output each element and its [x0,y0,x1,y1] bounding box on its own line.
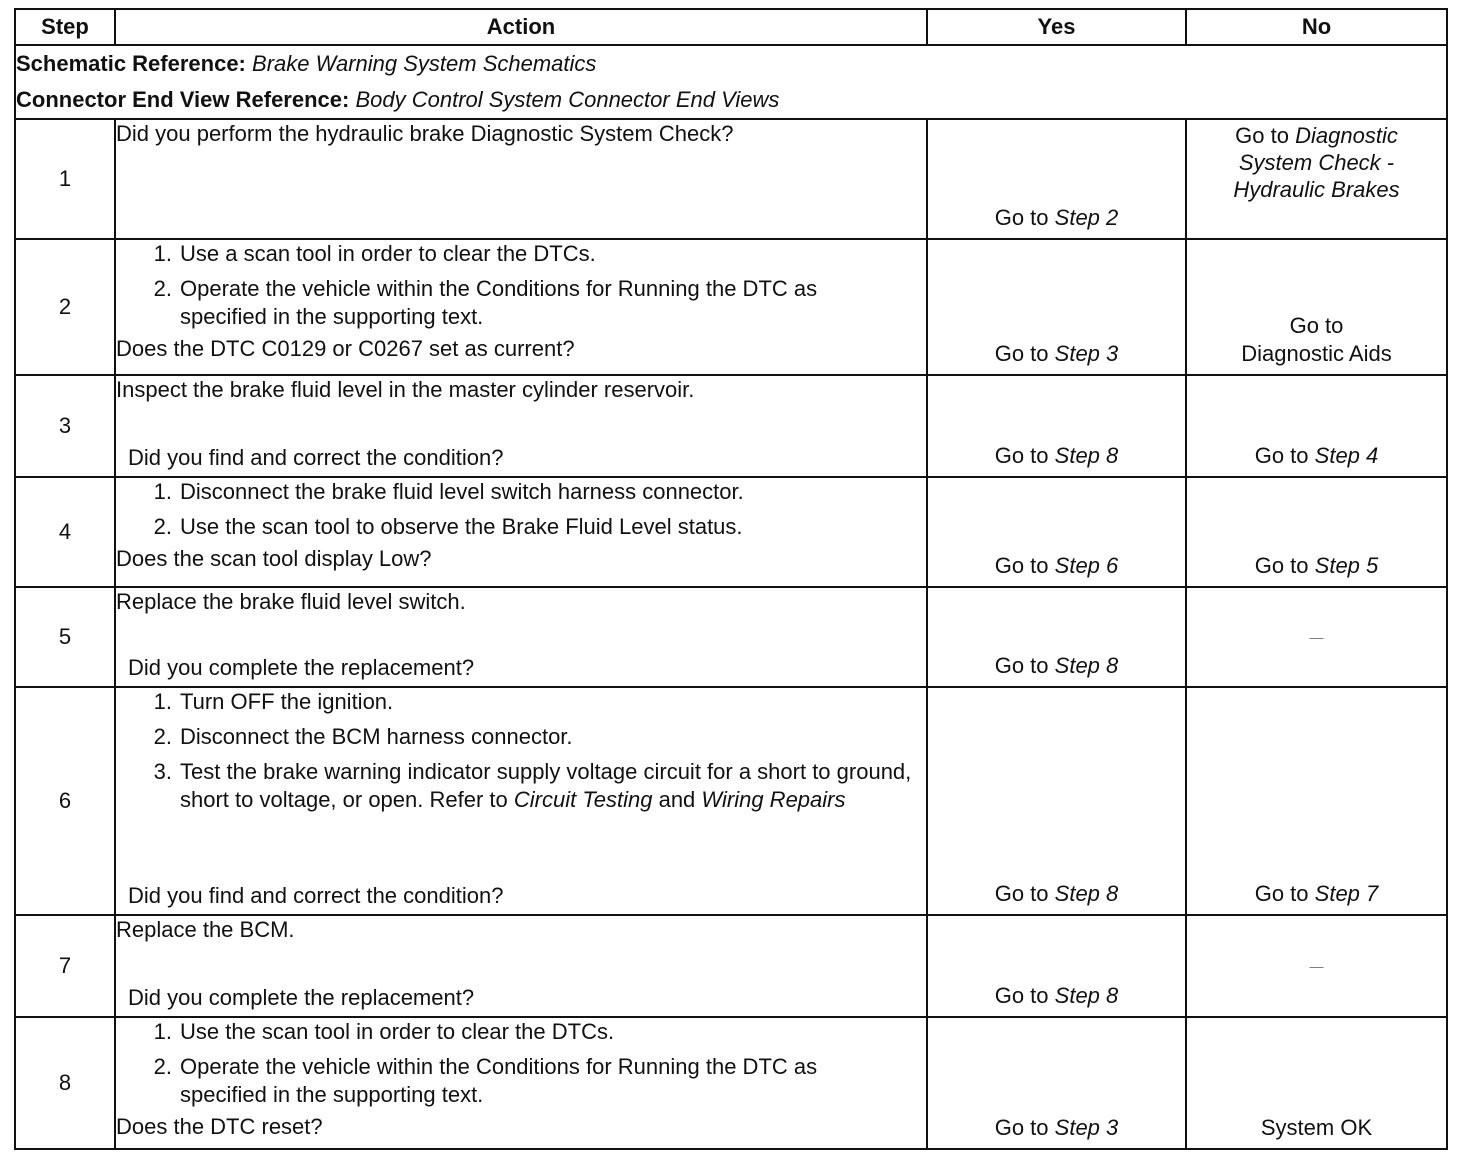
diagnostic-table [14,8,1448,1150]
table-row [15,477,1447,587]
step-number: 7 [15,915,115,1017]
question-text: Does the scan tool display Low? [116,546,432,571]
item-text: Test the brake warning indicator supply voltage circuit for a short to ground, short to voltage, or open. Refer to [180,759,912,812]
circuit-testing-link[interactable]: Circuit Testing [513,787,653,812]
table-row [15,687,1447,915]
yes-result [928,982,1185,1010]
no-result [1187,442,1446,470]
step-number: 4 [15,477,115,587]
yes-result [928,552,1185,580]
action-text: Did you perform the hydraulic brake Diagnostic System Check? [116,121,734,146]
yes-prefix: Go to [994,553,1049,578]
reference-row [15,45,1447,119]
no-prefix: Go to [1254,553,1309,578]
table-row [15,587,1447,687]
no-result [1187,880,1446,908]
question-text: Did you complete the replacement? [128,655,475,680]
yes-step-link[interactable]: Step 8 [1054,443,1119,468]
yes-prefix: Go to [994,653,1049,678]
table-row [15,1017,1447,1149]
action-list [116,1018,926,1109]
no-result [1187,122,1446,203]
table-row [15,375,1447,477]
question-text: Did you find and correct the condition? [128,445,504,470]
table-row [15,119,1447,239]
step-number: 2 [15,239,115,375]
yes-result [928,1114,1185,1142]
item-text: and [658,787,696,812]
yes-result [928,340,1185,368]
step-number: 6 [15,687,115,915]
schematic-reference [16,46,1446,82]
yes-step-link[interactable]: Step 6 [1054,553,1119,578]
yes-prefix: Go to [994,1115,1049,1140]
wiring-repairs-link[interactable]: Wiring Repairs [701,787,846,812]
question-text: Does the DTC reset? [116,1114,323,1139]
no-result: System OK [1260,1115,1373,1140]
no-link[interactable]: Diagnostic Aids [1241,341,1392,366]
yes-prefix: Go to [994,443,1049,468]
no-step-link[interactable]: Step 7 [1314,881,1379,906]
yes-step-link[interactable]: Step 3 [1054,341,1119,366]
no-prefix: Go to [1289,313,1344,338]
no-result [1187,312,1446,368]
no-result [1187,552,1446,580]
yes-result [928,652,1185,680]
header-yes: Yes [927,9,1186,45]
yes-result [928,204,1185,232]
action-text: Inspect the brake fluid level in the master cylinder reservoir. [116,377,695,402]
step-number: 8 [15,1017,115,1149]
connector-reference [16,82,1446,118]
no-step-link[interactable]: Step 4 [1314,443,1379,468]
step-number: 3 [15,375,115,477]
schematic-reference-label: Schematic Reference: [16,51,246,76]
action-list [116,240,926,331]
header-row [15,9,1447,45]
list-item: 1. Turn OFF the ignition. [153,689,394,714]
no-link-line2[interactable]: System Check - [1238,150,1395,175]
table-row [15,915,1447,1017]
action-text: Replace the brake fluid level switch. [116,589,466,614]
header-action: Action [115,9,927,45]
action-list [116,478,926,541]
yes-prefix: Go to [994,205,1049,230]
list-item: 2. Operate the vehicle within the Conditions for Running the DTC as specified in the supporting text. [153,276,818,329]
question-text: Does the DTC C0129 or C0267 set as current? [116,336,575,361]
step-number: 1 [15,119,115,239]
list-item: 1. Disconnect the brake fluid level switch harness connector. [153,479,744,504]
table-row [15,239,1447,375]
yes-step-link[interactable]: Step 2 [1054,205,1119,230]
list-item: 2. Use the scan tool to observe the Brake Fluid Level status. [153,514,743,539]
list-item: 1. Use the scan tool in order to clear the DTCs. [153,1019,615,1044]
action-text: Replace the BCM. [116,917,295,942]
list-item: 2. Disconnect the BCM harness connector. [153,724,573,749]
action-list [116,688,926,814]
yes-step-link[interactable]: Step 8 [1054,653,1119,678]
no-result: — [1309,958,1324,974]
question-text: Did you complete the replacement? [128,985,475,1010]
yes-result [928,880,1185,908]
header-no: No [1186,9,1447,45]
no-link[interactable]: Diagnostic [1295,123,1398,148]
yes-step-link[interactable]: Step 3 [1054,1115,1119,1140]
no-result: — [1309,629,1324,645]
schematic-reference-link[interactable]: Brake Warning System Schematics [252,51,597,76]
no-step-link[interactable]: Step 5 [1314,553,1379,578]
no-prefix: Go to [1235,123,1289,148]
question-text: Did you find and correct the condition? [128,883,504,908]
diagnostic-document [14,8,1446,1150]
list-item: 3. Test the brake warning indicator supply voltage circuit for a short to ground, short to voltage, or open. Refer to Circuit Testing and Wiring Repairs [153,759,912,812]
connector-reference-link[interactable]: Body Control System Connector End Views [355,87,780,112]
no-prefix: Go to [1254,881,1309,906]
list-item: 2. Operate the vehicle within the Conditions for Running the DTC as specified in the supporting text. [153,1054,818,1107]
step-number: 5 [15,587,115,687]
yes-result [928,442,1185,470]
connector-reference-label: Connector End View Reference: [16,87,350,112]
yes-step-link[interactable]: Step 8 [1054,983,1119,1008]
yes-prefix: Go to [994,881,1049,906]
yes-prefix: Go to [994,341,1049,366]
list-item: 1. Use a scan tool in order to clear the DTCs. [153,241,596,266]
yes-step-link[interactable]: Step 8 [1054,881,1119,906]
header-step: Step [15,9,115,45]
yes-prefix: Go to [994,983,1049,1008]
no-prefix: Go to [1254,443,1309,468]
no-link-line3[interactable]: Hydraulic Brakes [1233,177,1400,202]
